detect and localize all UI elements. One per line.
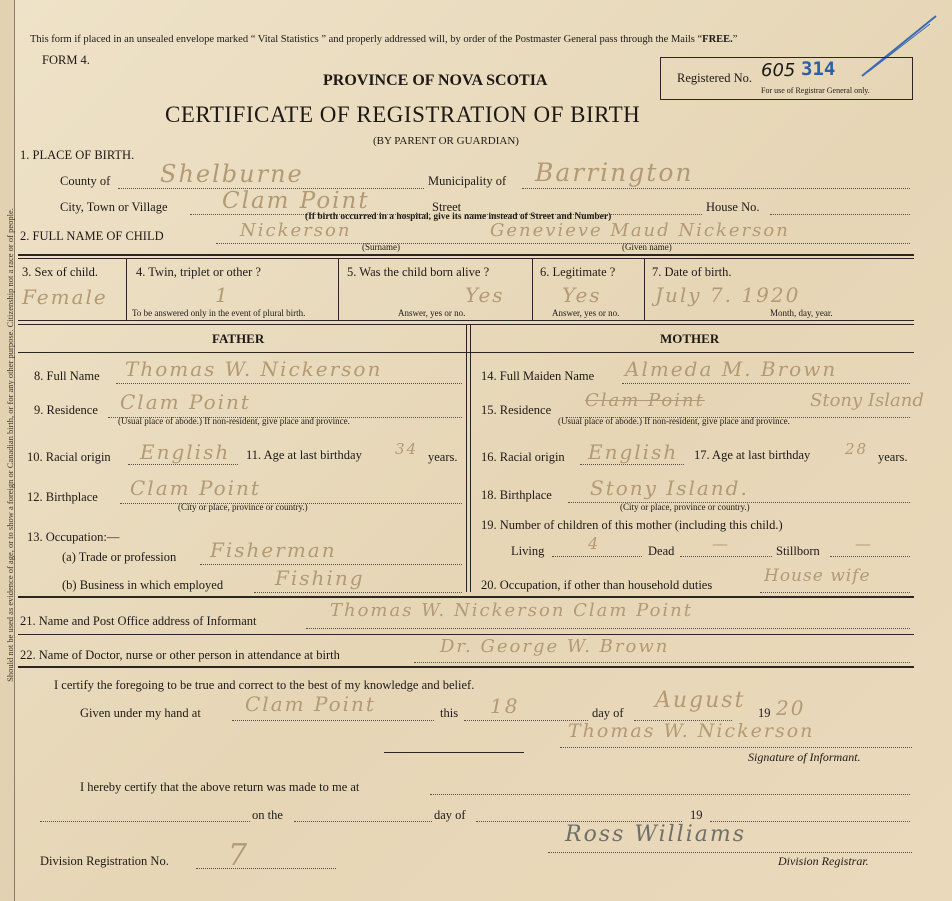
twin-note: To be answered only in the event of plural birth. bbox=[132, 308, 306, 318]
rule-informant bbox=[18, 634, 914, 635]
mother-name-line bbox=[622, 383, 910, 384]
father-racial: English bbox=[140, 440, 231, 464]
living-value: 4 bbox=[588, 534, 601, 553]
rule-row3 bbox=[18, 320, 914, 321]
date-value: July 7. 1920 bbox=[655, 283, 801, 307]
informant-signature-line bbox=[560, 747, 912, 748]
child-name-line bbox=[216, 243, 910, 244]
registrar-day-of-label: day of bbox=[434, 808, 466, 822]
registrar-statement: I hereby certify that the above return was made to me at bbox=[80, 780, 360, 794]
legit-value: Yes bbox=[562, 283, 602, 307]
informant-signature: Thomas W. Nickerson bbox=[568, 720, 815, 742]
mother-name-label: 14. Full Maiden Name bbox=[481, 369, 595, 383]
municipality-value: Barrington bbox=[535, 158, 694, 187]
rule-parents bbox=[18, 596, 914, 598]
postal-note-text: This form if placed in an unsealed envelope marked “ Vital Statistics ” and properly addressed will, by order of the Postmaster General pass through the Mails “ bbox=[30, 34, 703, 45]
mother-birthplace-note: (City or place, province or country.) bbox=[620, 502, 750, 512]
father-residence-label: 9. Residence bbox=[34, 403, 98, 417]
registered-stamp: 314 bbox=[801, 58, 836, 80]
living-line bbox=[552, 556, 642, 557]
city-value: Clam Point bbox=[222, 188, 370, 214]
side-margin bbox=[0, 0, 15, 901]
registered-box bbox=[660, 57, 913, 100]
rule-doctor bbox=[18, 666, 914, 668]
registrar-signature-caption: Division Registrar. bbox=[778, 854, 869, 868]
province-heading: PROVINCE OF NOVA SCOTIA bbox=[323, 72, 548, 89]
children-label: 19. Number of children of this mother (including this child.) bbox=[481, 518, 783, 532]
stillborn-value: — bbox=[855, 534, 873, 553]
father-age: 34 bbox=[395, 440, 419, 458]
alive-label: 5. Was the child born alive ? bbox=[347, 265, 490, 279]
dead-line bbox=[680, 556, 772, 557]
day-of-label: day of bbox=[592, 706, 624, 720]
father-trade: Fisherman bbox=[210, 538, 337, 562]
living-label: Living bbox=[511, 544, 545, 558]
father-birthplace-note: (City or place, province or country.) bbox=[178, 502, 308, 512]
doctor-line bbox=[414, 662, 910, 663]
parent-divider bbox=[466, 324, 467, 592]
registered-number: 605 bbox=[761, 60, 796, 81]
street-label: Street bbox=[432, 200, 462, 214]
mother-residence: Stony Island bbox=[810, 390, 924, 411]
informant-label: 21. Name and Post Office address of Informant bbox=[20, 614, 257, 628]
father-business-label: (b) Business in which employed bbox=[62, 578, 224, 592]
father-trade-label: (a) Trade or profession bbox=[62, 550, 177, 564]
given-year: 20 bbox=[776, 696, 806, 720]
father-birthplace-label: 12. Birthplace bbox=[27, 490, 98, 504]
father-birthplace: Clam Point bbox=[130, 476, 261, 500]
registrar-signature-line bbox=[548, 852, 912, 853]
surname-caption: (Surname) bbox=[362, 242, 400, 252]
father-years-label: years. bbox=[428, 450, 458, 464]
father-name-line bbox=[116, 383, 462, 384]
on-line-a bbox=[40, 821, 250, 822]
dead-label: Dead bbox=[648, 544, 675, 558]
alive-note: Answer, yes or no. bbox=[398, 308, 466, 318]
informant-line bbox=[306, 628, 910, 629]
mother-occupation-line bbox=[760, 592, 910, 593]
year-prefix: 19 bbox=[758, 706, 771, 720]
mother-years-label: years. bbox=[878, 450, 908, 464]
given-caption: (Given name) bbox=[622, 242, 672, 252]
father-age-label: 11. Age at last birthday bbox=[246, 448, 362, 462]
twin-value: 1 bbox=[215, 283, 230, 307]
form-number: FORM 4. bbox=[42, 53, 90, 67]
rule-headers bbox=[18, 352, 914, 353]
doctor-label: 22. Name of Doctor, nurse or other person in attendance at birth bbox=[20, 648, 340, 662]
legit-note: Answer, yes or no. bbox=[552, 308, 620, 318]
mother-birthplace: Stony Island. bbox=[590, 476, 749, 500]
mother-occupation: House wife bbox=[764, 566, 871, 586]
date-note: Month, day, year. bbox=[770, 308, 833, 318]
stillborn-label: Stillborn bbox=[776, 544, 820, 558]
short-rule bbox=[384, 752, 524, 753]
division-number: 7 bbox=[228, 838, 250, 873]
doctor-value: Dr. George W. Brown bbox=[440, 636, 670, 657]
registrar-place-line bbox=[430, 794, 910, 795]
divider-1 bbox=[126, 258, 127, 320]
father-business-line bbox=[254, 592, 462, 593]
mother-birthplace-label: 18. Birthplace bbox=[481, 488, 552, 502]
father-racial-line bbox=[128, 464, 238, 465]
mother-residence-note: (Usual place of abode.) If non-resident, give place and province. bbox=[558, 416, 790, 426]
page-title: CERTIFICATE OF REGISTRATION OF BIRTH bbox=[165, 102, 641, 127]
rule-top bbox=[18, 254, 914, 256]
given-place-line bbox=[232, 720, 434, 721]
father-business: Fishing bbox=[275, 566, 365, 590]
father-occupation-label: 13. Occupation:— bbox=[27, 530, 120, 544]
twin-label: 4. Twin, triplet or other ? bbox=[136, 265, 261, 279]
given-month: August bbox=[655, 688, 746, 713]
mother-occupation-label: 20. Occupation, if other than household duties bbox=[481, 578, 713, 592]
registered-note: For use of Registrar General only. bbox=[761, 86, 870, 95]
divider-2 bbox=[338, 258, 339, 320]
mother-residence-label: 15. Residence bbox=[481, 403, 552, 417]
mother-name: Almeda M. Brown bbox=[625, 357, 838, 381]
registrar-year-label: 19 bbox=[690, 808, 703, 822]
alive-value: Yes bbox=[465, 283, 505, 307]
postal-note bbox=[30, 34, 737, 45]
city-label: City, Town or Village bbox=[60, 200, 168, 214]
county-label: County of bbox=[60, 174, 111, 188]
certify-statement: I certify the foregoing to be true and correct to the best of my knowledge and belief. bbox=[54, 678, 475, 692]
registrar-signature: Ross Williams bbox=[565, 822, 747, 847]
county-value: Shelburne bbox=[160, 160, 304, 188]
mother-racial-label: 16. Racial origin bbox=[481, 450, 565, 464]
date-label: 7. Date of birth. bbox=[652, 265, 732, 279]
child-name-label: 2. FULL NAME OF CHILD bbox=[20, 229, 164, 243]
division-line bbox=[196, 868, 336, 869]
postal-note-free: FREE. bbox=[702, 34, 733, 45]
municipality-line bbox=[522, 188, 910, 189]
legit-label: 6. Legitimate ? bbox=[540, 265, 616, 279]
sex-label: 3. Sex of child. bbox=[22, 265, 99, 279]
house-label: House No. bbox=[706, 200, 760, 214]
place-of-birth-heading: 1. PLACE OF BIRTH. bbox=[20, 148, 135, 162]
side-note: Should not be used as evidence of age, or to show a foreign or Canadian birth, or for any other purpose. Citizenship not a race or of people. bbox=[5, 208, 15, 682]
municipality-label: Municipality of bbox=[428, 174, 507, 188]
child-surname: Nickerson bbox=[240, 220, 352, 241]
father-header: FATHER bbox=[212, 331, 265, 346]
given-label: Given under my hand at bbox=[80, 706, 201, 720]
child-given-name: Genevieve Maud Nickerson bbox=[490, 220, 790, 241]
page-subtitle: (BY PARENT OR GUARDIAN) bbox=[373, 135, 519, 147]
registered-label: Registered No. bbox=[677, 71, 752, 85]
informant-value: Thomas W. Nickerson Clam Point bbox=[330, 600, 693, 621]
mother-header: MOTHER bbox=[660, 331, 720, 346]
father-residence: Clam Point bbox=[120, 390, 251, 414]
dead-value: — bbox=[712, 534, 730, 553]
sex-value: Female bbox=[22, 285, 108, 309]
parent-divider-inner bbox=[470, 324, 471, 592]
mother-age-label: 17. Age at last birthday bbox=[694, 448, 811, 462]
hospital-note: (If birth occurred in a hospital, give its name instead of Street and Number) bbox=[305, 212, 612, 222]
mother-racial-line bbox=[580, 464, 684, 465]
divider-3 bbox=[532, 258, 533, 320]
house-line bbox=[770, 214, 910, 215]
mother-racial: English bbox=[588, 440, 679, 464]
on-the-label: on the bbox=[252, 808, 283, 822]
stillborn-line bbox=[830, 556, 910, 557]
given-day: 18 bbox=[490, 694, 520, 718]
father-racial-label: 10. Racial origin bbox=[27, 450, 111, 464]
mother-age: 28 bbox=[845, 440, 869, 458]
given-place: Clam Point bbox=[245, 692, 376, 716]
this-label: this bbox=[440, 706, 459, 720]
father-trade-line bbox=[200, 564, 462, 565]
rule-top-inner bbox=[18, 258, 914, 259]
father-name-label: 8. Full Name bbox=[34, 369, 100, 383]
on-line-b bbox=[294, 821, 432, 822]
postal-note-end: ” bbox=[732, 34, 738, 45]
division-label: Division Registration No. bbox=[40, 854, 169, 868]
mother-residence-struck: Clam Point bbox=[585, 390, 705, 411]
divider-4 bbox=[644, 258, 645, 320]
father-name: Thomas W. Nickerson bbox=[125, 357, 383, 381]
informant-signature-caption: Signature of Informant. bbox=[748, 750, 861, 764]
father-residence-note: (Usual place of abode.) If non-resident, give place and province. bbox=[118, 416, 350, 426]
